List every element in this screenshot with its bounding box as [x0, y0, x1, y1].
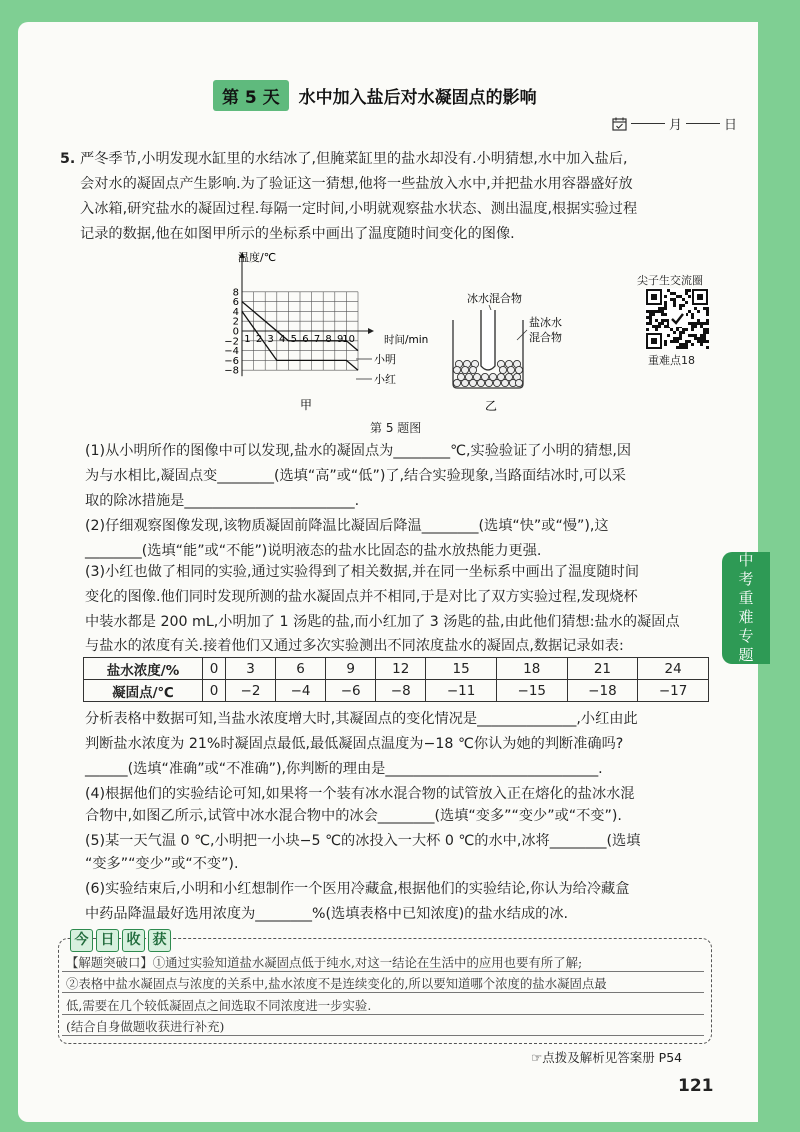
x-axis-arrow	[368, 328, 374, 334]
qr-bottom-label: 重难点18	[648, 354, 695, 367]
table-header-cell: 盐水浓度/%	[84, 658, 203, 680]
x-tick-label: 10	[342, 334, 355, 345]
part3-line: 变化的图像.他们同时发现所测的盐水凝固点并不相同,于是对比了双方实验过程,发现烧杯	[85, 589, 638, 605]
x-tick-label: 8	[325, 334, 332, 345]
ice-ball	[499, 366, 506, 373]
table-cell: 18	[496, 658, 567, 680]
table-cell: −2	[225, 680, 275, 702]
answer-reference: ☞点拨及解析见答案册 P54	[531, 1050, 683, 1065]
summary-title	[70, 929, 171, 952]
part1-line: 为与水相比,凝固点变________(选填“高”或“低”)了,结合实验现象,当路面结冰时,可以采	[85, 468, 626, 484]
x-axis-label: 时间/min	[384, 334, 429, 346]
y-tick-label: −4	[224, 346, 239, 358]
table-cell: −6	[326, 680, 376, 702]
y-tick-label: 4	[232, 306, 239, 318]
page-title	[213, 80, 593, 110]
x-tick-label: 7	[313, 334, 321, 345]
table-cell: 12	[376, 658, 426, 680]
part3-line: 与盐水的浓度有关.接着他们又通过多次实验测出不同浓度盐水的凝固点,数据记录如表:	[85, 638, 624, 654]
part6-line: 中药品降温最好选用浓度为________%(选填表格中已知浓度)的盐水结成的冰.	[85, 906, 569, 922]
table-cell: −11	[426, 680, 497, 702]
side-tab-topic[interactable]	[722, 552, 770, 664]
ice-ball	[493, 379, 500, 386]
intro-line: 记录的数据,他在如图甲所示的坐标系中画出了温度随时间变化的图像.	[80, 226, 515, 242]
y-axis-label: 温度/℃	[238, 251, 277, 264]
part3-line: 分析表格中数据可知,当盐水浓度增大时,其凝固点的变化情况是______________,小红由此	[85, 711, 638, 727]
table-cell: −18	[567, 680, 638, 702]
table-cell: −8	[376, 680, 426, 702]
ice-ball	[515, 379, 522, 386]
side-tab-char: 专	[738, 627, 754, 645]
ice-ball	[485, 379, 492, 386]
y-tick-label: 8	[232, 287, 239, 299]
ice-ball	[461, 366, 468, 373]
side-tab-char: 题	[738, 646, 754, 664]
day-blank[interactable]	[686, 123, 720, 124]
y-tick-label: −6	[224, 355, 239, 367]
table-cell: 0	[203, 658, 226, 680]
qr-top-label: 尖子生交流圈	[637, 274, 703, 287]
legend-hong: 小红	[374, 373, 396, 386]
ice-ball	[515, 366, 522, 373]
x-tick-label: 2	[255, 334, 263, 345]
month-blank[interactable]	[631, 123, 665, 124]
table-cell: 9	[326, 658, 376, 680]
temperature-graph	[222, 250, 442, 412]
table-cell: 0	[203, 680, 226, 702]
title-text: 水中加入盐后对水凝固点的影响	[298, 87, 537, 108]
qr-code-icon[interactable]	[645, 288, 709, 350]
figure-caption: 第 5 题图	[370, 421, 422, 435]
table-row	[84, 680, 709, 702]
side-tab-char: 考	[738, 570, 754, 588]
intro-line: 会对水的凝固点产生影响.为了验证这一猜想,他将一些盐放入水中,并把盐水用容器盛好放	[80, 176, 633, 192]
x-tick-label: 9	[337, 334, 344, 345]
x-ticks	[244, 334, 355, 345]
side-tab-char: 中	[738, 551, 754, 569]
legend-ming: 小明	[374, 353, 396, 366]
question-number: 5.	[60, 151, 76, 167]
ice-ball	[453, 379, 460, 386]
table-cell: 21	[567, 658, 638, 680]
side-tab-char: 难	[738, 608, 754, 626]
part6-line: (6)实验结束后,小明和小红想制作一个医用冷藏盒,根据他们的实验结论,你认为给冷藏盒	[85, 881, 630, 897]
day-label: 日	[724, 118, 738, 133]
beaker-label-1: 盐冰水	[529, 316, 562, 329]
y-tick-label: 2	[232, 316, 239, 328]
table-cell: 6	[276, 658, 326, 680]
y-tick-label: −8	[224, 365, 239, 377]
part2-line: (2)仔细观察图像发现,该物质凝固前降温比凝固后降温________(选填“快”或“慢”),这	[85, 518, 609, 534]
summary-title-char: 获	[148, 929, 171, 952]
y-tick-label: −2	[224, 336, 239, 348]
ice-ball	[469, 366, 476, 373]
summary-rule	[62, 992, 704, 993]
part5-line: (5)某一天气温 0 ℃,小明把一小块−5 ℃的冰投入一大杯 0 ℃的水中,冰将________(选填	[85, 833, 641, 849]
x-tick-label: 4	[279, 334, 286, 345]
summary-line: 【解题突破口】①通过实验知道盐水凝固点低于纯水,对这一结论在生活中的应用也要有所了解;	[66, 955, 583, 970]
summary-line: ②表格中盐水凝固点与浓度的关系中,盐水浓度不是连续变化的,所以要知道哪个浓度的盐水凝固点最	[66, 976, 607, 991]
summary-rule	[62, 971, 704, 972]
ice-ball	[461, 379, 468, 386]
intro-line: 严冬季节,小明发现水缸里的水结冰了,但腌菜缸里的盐水却没有.小明猜想,水中加入盐后,	[80, 151, 628, 167]
part3-line: 判断盐水浓度为 21%时凝固点最低,最低凝固点温度为−18 ℃你认为她的判断准确吗?	[85, 736, 624, 752]
month-label: 月	[669, 118, 683, 133]
beaker-figure	[445, 288, 585, 413]
summary-title-char: 收	[122, 929, 145, 952]
ice-ball	[453, 366, 460, 373]
beaker-label-2: 混合物	[529, 331, 562, 344]
summary-rule	[62, 1014, 704, 1015]
ice-ball	[507, 366, 514, 373]
table-cell: 15	[426, 658, 497, 680]
ice-ball	[501, 379, 508, 386]
part3-line: ______(选填“准确”或“不准确”),你判断的理由是______________________________.	[85, 761, 603, 777]
table-cell: 3	[225, 658, 275, 680]
x-tick-label: 5	[290, 334, 297, 345]
x-tick-label: 6	[302, 334, 309, 345]
part2-line: ________(选填“能”或“不能”)说明液态的盐水比固态的盐水放热能力更强.	[85, 543, 542, 559]
table-cell: −4	[276, 680, 326, 702]
part3-line: 中装水都是 200 mL,小明加了 1 汤匙的盐,而小红加了 3 汤匙的盐,由此他们猜想:盐水的凝固点	[85, 614, 680, 630]
summary-title-char: 今	[70, 929, 93, 952]
part1-line: 取的除冰措施是________________________.	[85, 493, 360, 509]
table-cell: −15	[496, 680, 567, 702]
graph-label-jia: 甲	[300, 398, 313, 412]
day-badge: 第 5 天	[213, 80, 289, 111]
date-line	[612, 114, 737, 133]
y-ticks	[224, 287, 239, 376]
summary-line: (结合自身做题收获进行补充)	[66, 1019, 225, 1034]
part1-line: (1)从小明所作的图像中可以发现,盐水的凝固点为________℃,实验验证了小明的猜想,因	[85, 443, 632, 459]
y-tick-label: 0	[232, 326, 239, 338]
summary-rule	[62, 1035, 704, 1036]
tube-label: 冰水混合物	[467, 292, 522, 305]
table-cell: 24	[638, 658, 709, 680]
summary-line: 低,需要在几个较低凝固点之间选取不同浓度进一步实验.	[66, 998, 372, 1013]
side-tab-char: 重	[738, 589, 754, 607]
calendar-icon	[612, 117, 627, 131]
intro-line: 入冰箱,研究盐水的凝固过程.每隔一定时间,小明就观察盐水状态、测出温度,根据实验过程	[80, 201, 638, 217]
part4-line: (4)根据他们的实验结论可知,如果将一个装有冰水混合物的试管放入正在熔化的盐冰水混	[85, 786, 635, 802]
ice-ball	[469, 379, 476, 386]
data-table	[83, 657, 709, 702]
part4-line: 合物中,如图乙所示,试管中冰水混合物中的冰会________(选填“变多”“变少”或“不变”).	[85, 808, 622, 824]
summary-title-char: 日	[96, 929, 119, 952]
table-header-cell: 凝固点/℃	[84, 680, 203, 702]
graph-label-yi: 乙	[485, 399, 498, 413]
part5-line: “变多”“变少”或“不变”).	[85, 856, 239, 872]
ice-ball	[477, 379, 484, 386]
page-number: 121	[678, 1076, 714, 1096]
table-cell: −17	[638, 680, 709, 702]
x-tick-label: 1	[244, 334, 251, 345]
table-row	[84, 658, 709, 680]
y-tick-label: 6	[232, 297, 239, 309]
graph-axes	[239, 252, 374, 376]
part3-line: (3)小红也做了相同的实验,通过实验得到了相关数据,并在同一坐标系中画出了温度随时间	[85, 564, 640, 580]
x-tick-label: 3	[267, 334, 274, 345]
